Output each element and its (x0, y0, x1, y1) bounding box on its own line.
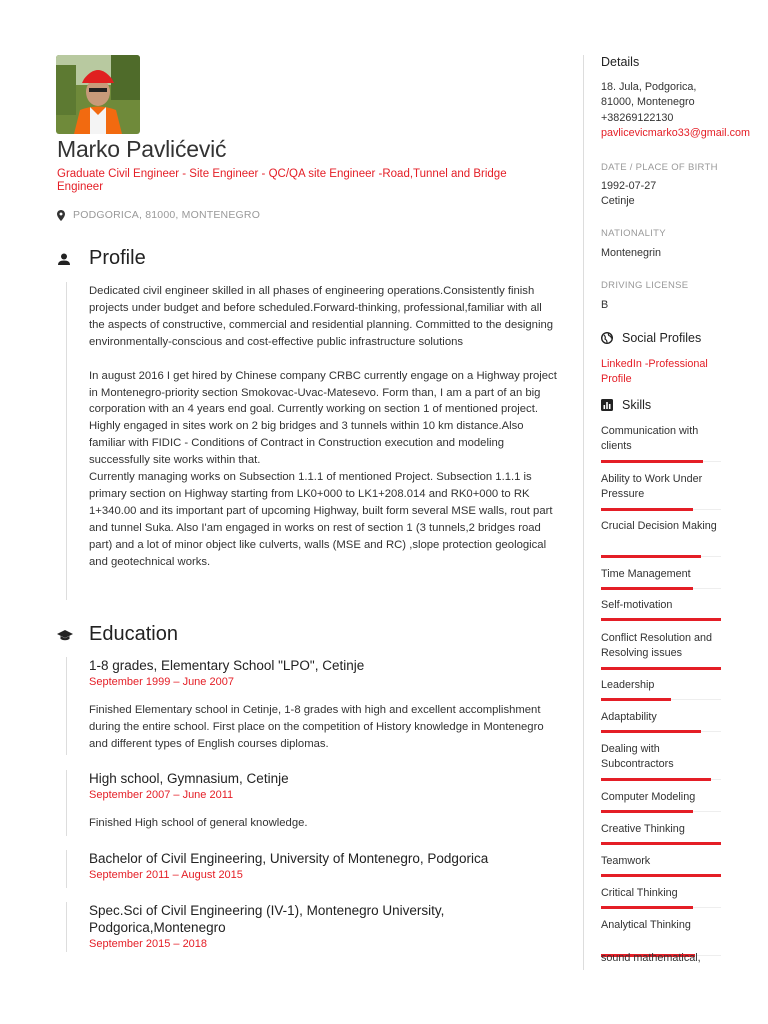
sidebar-divider (583, 55, 584, 970)
profile-photo (56, 55, 140, 134)
skill-item (601, 472, 721, 503)
details-contact (601, 80, 750, 141)
skill-level-bar (601, 730, 701, 733)
location-pin-icon (57, 210, 65, 221)
profile-paragraph: Dedicated civil engineer skilled in all phases of engineering operations.Consistently finish projects under budget and before scheduled.Forward-thinking, professional,familiar with all the aspects of constructive, commercial and residential planning. Committed to the designing environmentally-conscious and cost-effective public infrastructure solutions (89, 285, 554, 348)
skill-name: sound mathematical, (601, 952, 701, 964)
social-links (601, 357, 721, 388)
education-description: Finished High school of general knowledge. (89, 817, 308, 829)
profile-summary (89, 283, 559, 571)
skill-item (601, 519, 721, 534)
skills-heading (601, 398, 731, 412)
education-degree: High school, Gymnasium, Cetinje (89, 771, 289, 786)
details-block (601, 55, 731, 69)
skill-level-bar (601, 555, 701, 558)
skill-item (601, 854, 721, 869)
education-heading (57, 623, 178, 646)
skill-level-bar (601, 667, 721, 670)
education-degree: Spec.Sci of Civil Engineering (IV-1), Montenegro University, Podgorica,Montenegro (89, 903, 445, 935)
skill-name: Computer Modeling (601, 791, 696, 803)
social-heading (601, 331, 731, 345)
skill-name: Self-motivation (601, 599, 673, 611)
email-link[interactable]: pavlicevicmarko33@gmail.com (601, 126, 750, 139)
nationality-value: Montenegrin (601, 247, 662, 259)
education-item (89, 850, 559, 881)
skill-name: Crucial Decision Making (601, 520, 717, 532)
skill-name: Conflict Resolution and Resolving issues (601, 632, 713, 660)
skill-name: Teamwork (601, 855, 651, 867)
license-block (601, 280, 731, 313)
license-value: B (601, 299, 609, 311)
education-dates: September 2011 – August 2015 (89, 869, 243, 881)
linkedin-link[interactable]: LinkedIn -Professional Profile (601, 358, 708, 386)
skill-item (601, 742, 721, 773)
skill-name: Leadership (601, 679, 655, 691)
skill-item (601, 598, 721, 613)
education-description: Finished Elementary school in Cetinje, 1-8 grades with high and excellent accomplishment during the entire school. First place on the competition of History knowledge in Montenegro and different types of English courses diplomas. (89, 704, 544, 750)
license-label: DRIVING LICENSE (601, 280, 689, 291)
skill-item (601, 424, 721, 455)
skill-item (601, 678, 721, 693)
skill-name: Ability to Work Under Pressure (601, 473, 703, 501)
education-title: Education (89, 623, 178, 645)
globe-icon (601, 332, 613, 344)
skill-name: Analytical Thinking (601, 919, 691, 931)
skill-item (601, 951, 721, 966)
skill-name: Time Management (601, 568, 691, 580)
bar-chart-icon (601, 399, 613, 411)
profile-divider (66, 282, 67, 600)
nationality-block (601, 228, 731, 261)
skill-level-bar (601, 587, 693, 590)
skill-item (601, 822, 721, 837)
person-icon (57, 252, 77, 266)
profile-heading (57, 247, 146, 270)
skill-level-bar (601, 906, 693, 909)
birth-block (601, 162, 731, 210)
skill-level-bar (601, 842, 721, 845)
skill-level-bar (601, 460, 703, 463)
skill-level-bar (601, 508, 693, 511)
education-dates: September 2015 – 2018 (89, 938, 208, 950)
education-dates: September 1999 – June 2007 (89, 676, 234, 688)
skill-item (601, 710, 721, 725)
address-line: 81000, Montenegro (601, 96, 695, 109)
education-degree: Bachelor of Civil Engineering, University of Montenegro, Podgorica (89, 851, 489, 866)
profile-title: Profile (89, 247, 146, 269)
skill-name: Critical Thinking (601, 887, 678, 899)
skill-name: Dealing with Subcontractors (601, 743, 674, 771)
education-item (89, 657, 559, 753)
education-divider (66, 902, 67, 952)
phone-number: +38269122130 (601, 111, 674, 124)
skill-level-bar (601, 810, 693, 813)
profile-paragraph: In august 2016 I get hired by Chinese company CRBC currently engage on a Highway project in Montenegro-priority section Smokovac-Uvac-Matesevo. Form than, I am a part of an big corporation with an 4 years end goal. Currently working on section 1 of mentioned project. Highly engaged in sites work on 2 big bridges and 3 tunnels within 10 km distance.Also familiar with FIDIC - Conditions of Contract in Construction execution and modeling successfully site works within that. (89, 369, 557, 467)
location-text: PODGORICA, 81000, MONTENEGRO (73, 209, 261, 221)
profile-paragraph: Currently managing works on Subsection 1.1.1 of mentioned Project. Subsection 1.1.1 is primary section on Highway starting from LK0+000 to LK1+208.014 and RK0+000 to RK 1+340.00 and its important part of upcoming Highway, built form several MSE walls, rout part and tunnel Suka. Also I'am engaged in works on rest of section 1 (3 tunnels,2 bridges road part) and a lot of minor object like culverts, walls (MSE and RC) ,slope protection geological and geotechnical works. (89, 471, 553, 568)
education-degree: 1-8 grades, Elementary School "LPO", Cetinje (89, 658, 365, 673)
skill-level-bar (601, 618, 721, 621)
address-line: 18. Jula, Podgorica, (601, 81, 697, 93)
nationality-label: NATIONALITY (601, 228, 666, 239)
education-divider (66, 850, 67, 888)
candidate-name: Marko Pavlićević (57, 136, 227, 162)
skill-name: Creative Thinking (601, 823, 685, 835)
skill-item (601, 918, 721, 933)
skill-name: Adaptability (601, 711, 657, 723)
education-item (89, 902, 559, 950)
skill-item (601, 790, 721, 805)
birth-date: 1992-07-27 (601, 180, 657, 192)
skills-title: Skills (622, 398, 652, 412)
skill-level-bar (601, 778, 711, 781)
person-photo-image (56, 55, 140, 134)
candidate-headline: Graduate Civil Engineer - Site Engineer - QC/QA site Engineer -Road,Tunnel and Bridge Engineer (57, 168, 507, 193)
birth-label: DATE / PLACE OF BIRTH (601, 162, 718, 173)
education-dates: September 2007 – June 2011 (89, 789, 234, 801)
education-item (89, 770, 559, 832)
skill-level-bar (601, 874, 721, 877)
skill-item (601, 886, 721, 901)
details-title: Details (601, 55, 640, 69)
social-title: Social Profiles (622, 331, 702, 345)
location-row (57, 209, 260, 221)
graduation-cap-icon (57, 628, 77, 642)
skill-level-bar (601, 698, 671, 701)
skill-item (601, 631, 721, 662)
education-divider (66, 770, 67, 836)
skill-item (601, 567, 721, 582)
education-divider (66, 657, 67, 755)
birth-place: Cetinje (601, 195, 635, 208)
skill-name: Communication with clients (601, 425, 699, 453)
